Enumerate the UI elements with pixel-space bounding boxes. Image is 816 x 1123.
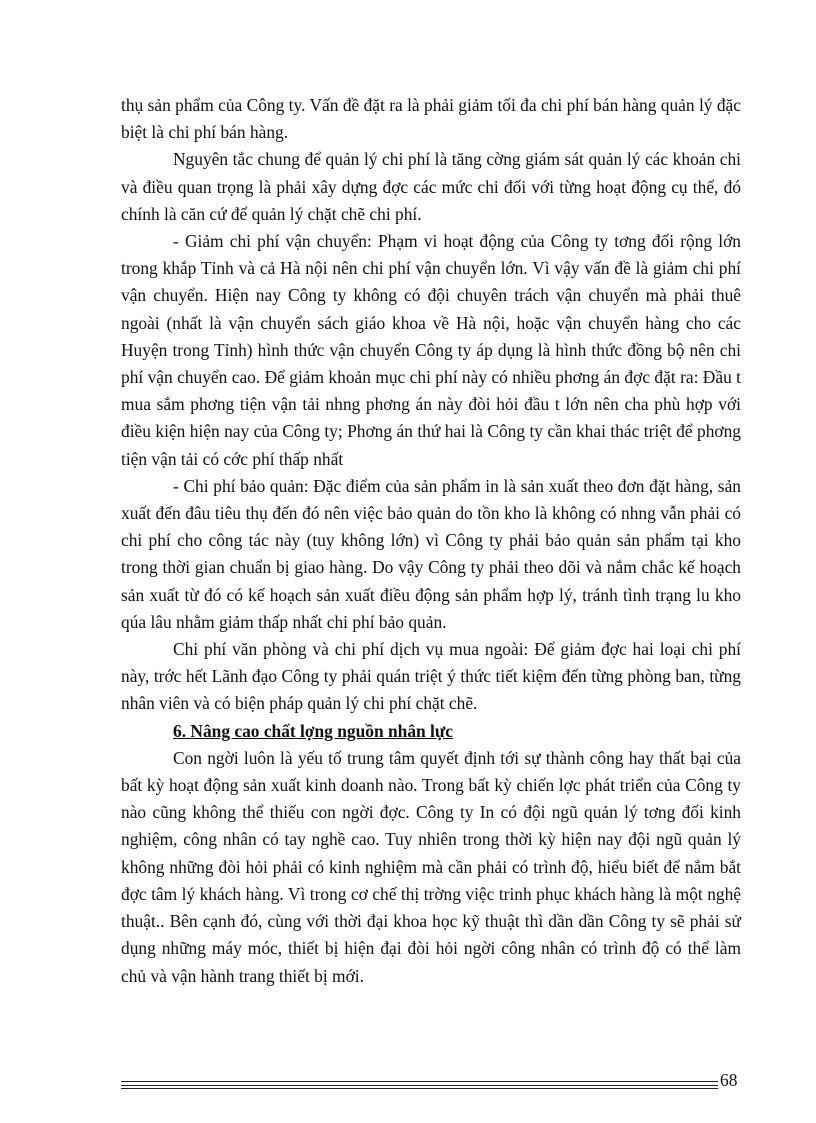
- page-footer: [121, 1070, 741, 1093]
- footer-rule-top: [121, 1081, 718, 1082]
- paragraph-human-resources: Con ngời luôn là yếu tố trung tâm quyết định tới sự thành công hay thất bại của bất kỳ hoạt động sản xuất kinh doanh nào. Trong bất kỳ chiến lợc phát triển của Công ty nào cũng không thể thiếu con ngời đợc. Công ty In có đội ngũ quản lý tơng đối kinh nghiệm, công nhân có tay nghề cao. Tuy nhiên trong thời kỳ hiện nay đội ngũ quản lý không những đòi hỏi phải có kinh nghiệm mà cần phải có trình độ, hiểu biết để nắm bắt đợc tâm lý khách hàng. Vì trong cơ chế thị trờng việc trinh phục khách hàng là một nghệ thuật.. Bên cạnh đó, cùng với thời đại khoa học kỹ thuật thì dần dần Công ty sẽ phải sử dụng những máy móc, thiết bị hiện đại đòi hỏi ngời công nhân có trình độ có thể làm chủ và vận hành trang thiết bị mới.: [121, 747, 741, 986]
- paragraph-transport-cost: - Giảm chi phí vận chuyển: Phạm vi hoạt động của Công ty tơng đối rộng lớn trong khắp Tỉnh và cả Hà nội nên chi phí vận chuyển lớn. Vì vậy vấn đề là giảm chi phí vận chuyển. Hiện nay Công ty không có đội chuyên trách vận chuyển mà phải thuê ngoài (nhất là vận chuyển sách giáo khoa về Hà nội, hoặc vận chuyển hàng cho các Huyện trong Tỉnh) hình thức vận chuyển Công ty áp dụng là hình thức đồng bộ nên chi phí vận chuyển cao. Để giảm khoản mục chi phí này có nhiều phơng án đợc đặt ra: Đầu t mua sắm phơng tiện vận tải nhng phơng án này đòi hỏi đầu t lớn nên cha phù hợp với điều kiện hiện nay của Công ty; Phơng án thứ hai là Công ty cần khai thác triệt để phơng tiện vận tải có cớc phí thấp nhất: [121, 231, 741, 469]
- section-heading: 6. Nâng cao chất lợng nguồn nhân lực: [173, 720, 454, 741]
- paragraph-cost-principle: Nguyên tắc chung để quản lý chi phí là tăng cờng giám sát quản lý các khoản chi và điều quan trọng là phải xây dựng đợc các mức chi đối với từng hoạt động cụ thể, đó chính là căn cứ để quản lý chặt chẽ chi phí.: [121, 149, 741, 224]
- document-body: [121, 92, 741, 990]
- page-number: 68: [720, 1070, 738, 1090]
- paragraph-continuation: thụ sản phẩm của Công ty. Vấn đề đặt ra là phải giảm tối đa chi phí bán hàng quản lý đặc biệt là chi phí bán hàng.: [121, 95, 741, 143]
- footer-rule-middle: [121, 1085, 718, 1086]
- paragraph-storage-cost: - Chi phí bảo quản: Đặc điểm của sản phẩm in là sản xuất theo đơn đặt hàng, sản xuất đến đâu tiêu thụ đến đó nên việc bảo quản do tồn kho là không có nhng vẫn phải có chi phí cho công tác này (tuy không lớn) vì Công ty phải bảo quản sản phẩm tại kho trong thời gian chuẩn bị giao hàng. Do vậy Công ty phải theo dõi và nắm chắc kế hoạch sản xuất từ đó có kế hoạch sản xuất điều động sản phẩm hợp lý, tránh tình trạng lu kho qúa lâu nhằm giảm thấp nhất chi phí bảo quản.: [121, 475, 741, 632]
- paragraph-office-cost: Chi phí văn phòng và chi phí dịch vụ mua ngoài: Để giảm đợc hai loại chi phí này, trớc hết Lãnh đạo Công ty phải quán triệt ý thức tiết kiệm đến từng phòng ban, từng nhân viên và có biện pháp quản lý chi phí chặt chẽ.: [121, 639, 741, 714]
- footer-rule-bottom: [121, 1088, 718, 1089]
